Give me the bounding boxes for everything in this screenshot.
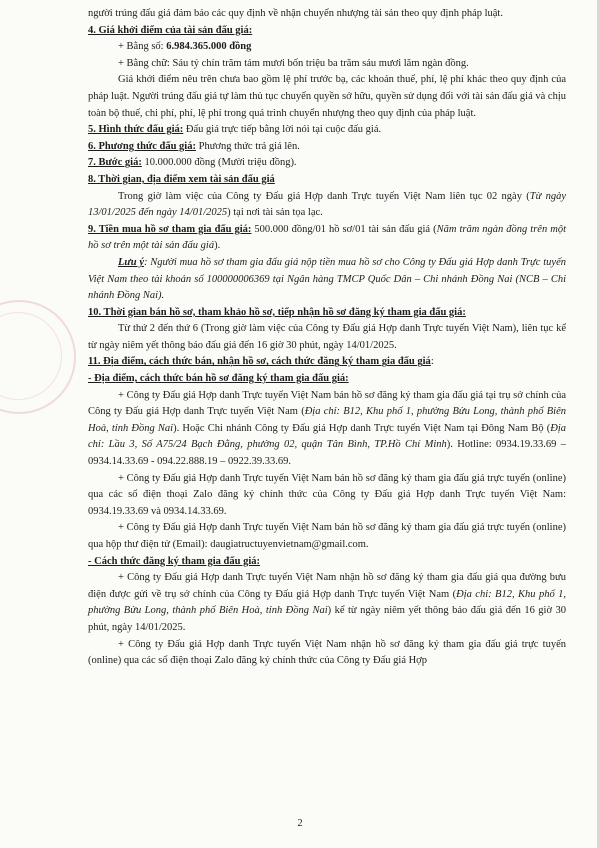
starting-price-note: Giá khởi điểm nêu trên chưa bao gồm lệ phí trước bạ, các khoản thuế, phí, lệ phí khác theo quy định của pháp luật. Người trúng đấu giá tự làm thủ tục chuyển quyền sở hữu, quyền sử dụng đối với tài sản đấu giá và chịu toàn bộ thuế, chi phí, phí, lệ phí trong quá trình chuyển nhượng theo quy định của pháp luật.	[88, 74, 567, 119]
section-10-title: 10. Thời gian bán hồ sơ, tham khảo hồ sơ, tiếp nhận hồ sơ đăng ký tham gia đấu giá:	[88, 306, 466, 318]
intro-paragraph: người trúng đấu giá đảm bảo các quy định về nhận chuyển nhượng tài sản theo quy định pháp luật.	[88, 8, 503, 19]
section-11-para-4: + Công ty Đấu giá Hợp danh Trực tuyến Việt Nam nhận hồ sơ đăng ký tham gia đấu giá qua đường bưu điện được gửi về trụ sở chính của Công ty Đấu giá Hợp danh Trực tuyến Việt Nam (Địa chỉ: B12, Khu phố 1, phường Bửu Long, thành phố Biên Hoà, tỉnh Đồng Nai) kể từ ngày niêm yết thông báo đấu giá đến 16 giờ 30 phút, ngày 14/01/2025.	[88, 572, 566, 633]
section-8-text: Trong giờ làm việc của Công ty Đấu giá Hợp danh Trực tuyến Việt Nam liên tục 02 ngày (Từ ngày 13/01/2025 đến ngày 14/01/2025) tại nơi tài sản tọa lạc.	[88, 190, 567, 219]
section-11-subheading-2: - Cách thức đăng ký tham gia đấu giá:	[88, 555, 260, 567]
starting-price-words: + Bằng chữ: Sáu tỷ chín trăm tám mươi bốn triệu ba trăm sáu mươi lăm ngàn đồng.	[118, 57, 469, 69]
section-11-title: 11. Địa điểm, cách thức bán, nhận hồ sơ, cách thức đăng ký tham gia đấu giá:	[88, 356, 434, 368]
section-4-title: 4. Giá khởi điểm của tài sản đấu giá:	[88, 24, 253, 36]
section-11-subheading-1: - Địa điểm, cách thức bán hồ sơ đăng ký tham gia đấu giá:	[88, 373, 349, 385]
section-7: 7. Bước giá: 10.000.000 đồng (Mười triệu đồng).	[88, 157, 297, 169]
section-10-text: Từ thứ 2 đến thứ 6 (Trong giờ làm việc của Công ty Đấu giá Hợp danh Trực tuyến Việt Nam), liên tục kể từ ngày niêm yết thông báo đấu giá đến 16 giờ 30 phút, ngày 14/01/2025.	[88, 323, 566, 351]
section-9: 9. Tiền mua hồ sơ tham gia đấu giá: 500.000 đồng/01 hồ sơ/01 tài sản đấu giá (Năm trăm ngàn đồng trên một hồ sơ trên một tài sản đấu giá).	[88, 223, 566, 252]
document-body	[88, 6, 566, 670]
starting-price-number: + Bằng số: 6.984.365.000 đồng	[118, 41, 252, 53]
page-number: 2	[297, 818, 303, 829]
section-9-note: Lưu ý: Người mua hồ sơ tham gia đấu giá nộp tiền mua hồ sơ cho Công ty Đấu giá Hợp danh Trực tuyến Việt Nam theo tài khoản số 100000006369 tại Ngân hàng TMCP Quốc Dân – Chi nhánh Đồng Nai (NCB – Chi nhánh Đồng Nai).	[88, 256, 566, 302]
section-11-para-5: + Công ty Đấu giá Hợp danh Trực tuyến Việt Nam nhận hồ sơ đăng ký tham gia đấu giá trực tuyến (online) qua các số điện thoại Zalo đăng ký chính thức của Công ty Đấu giá Hợp	[88, 638, 566, 667]
section-11-para-1: + Công ty Đấu giá Hợp danh Trực tuyến Việt Nam bán hồ sơ đăng ký tham gia đấu giá tại trụ sở chính của Công ty Đấu giá Hợp danh Trực tuyến Việt Nam (Địa chỉ: B12, Khu phố 1, phường Bửu Long, thành phố Biên Hoà, tỉnh Đồng Nai). Hoặc Chi nhánh Công ty Đấu giá Hợp danh Trực tuyến Việt Nam tại Đông Nam Bộ (Địa chỉ: Lầu 3, Số A75/24 Bạch Đằng, phường 02, quận Tân Bình, TP.Hồ Chí Minh). Hotline: 0934.19.33.69 – 0934.14.33.69 - 094.22.888.19 – 0922.39.33.69.	[88, 389, 566, 468]
section-6: 6. Phương thức đấu giá: Phương thức trả giá lên.	[88, 140, 300, 152]
section-8-title: 8. Thời gian, địa điểm xem tài sản đấu giá	[88, 173, 275, 185]
section-11-para-2: + Công ty Đấu giá Hợp danh Trực tuyến Việt Nam bán hồ sơ đăng ký tham gia đấu giá trực tuyến (online) qua các số điện thoại Zalo đăng ký chính thức của Công ty Đấu giá Hợp danh Trực tuyến Việt Nam: 0934.19.33.69 và 0934.14.33.69.	[88, 472, 566, 517]
section-11-para-3: + Công ty Đấu giá Hợp danh Trực tuyến Việt Nam bán hồ sơ đăng ký tham gia đấu giá trực tuyến (online) qua hộp thư điện tử (Email): daugiatructuyenvietnam@gmail.com.	[88, 522, 566, 550]
section-5: 5. Hình thức đấu giá: Đấu giá trực tiếp bằng lời nói tại cuộc đấu giá.	[88, 124, 382, 136]
